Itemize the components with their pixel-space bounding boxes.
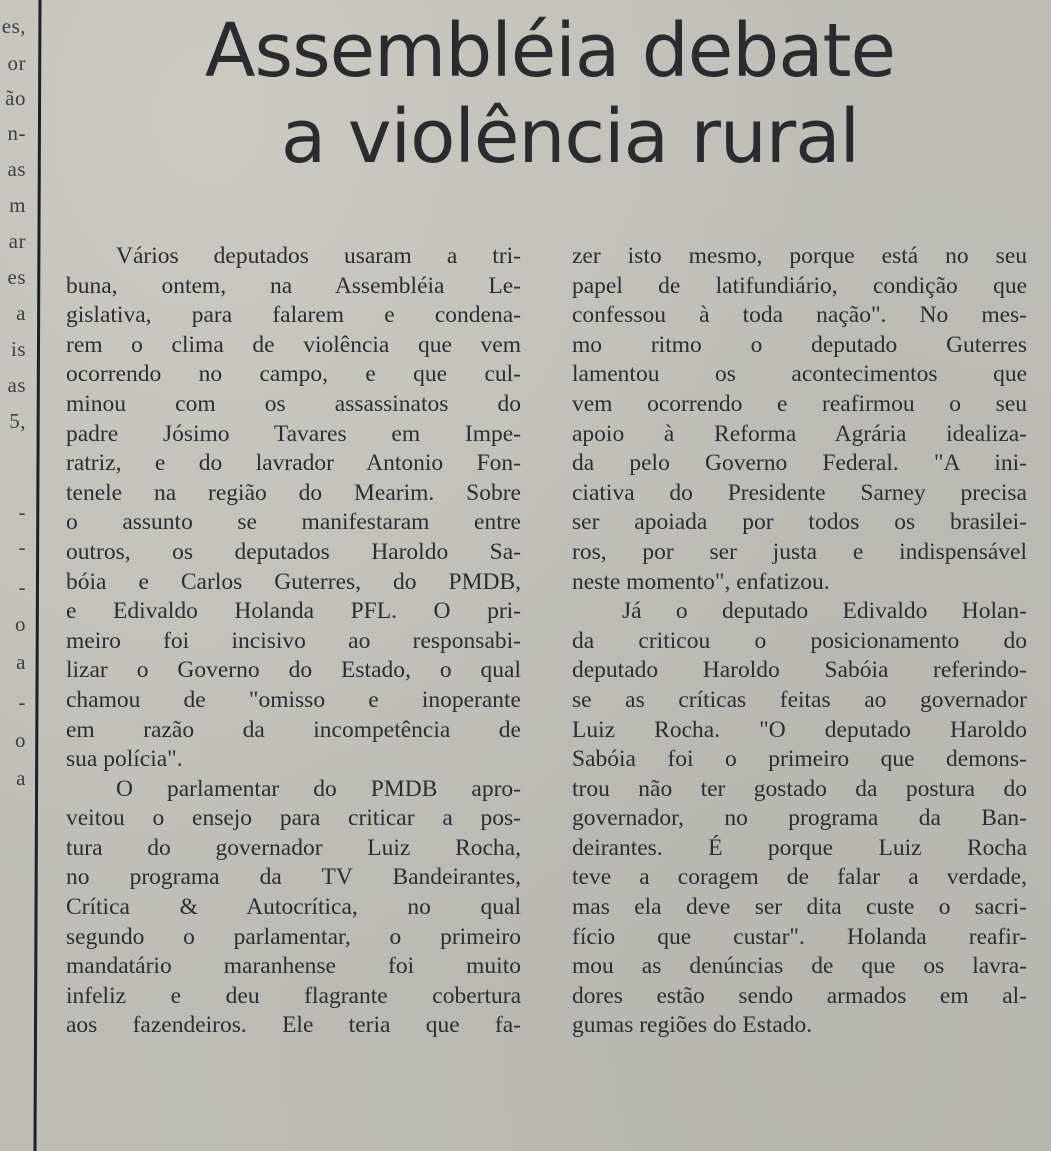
text-line: neste momento", enfatizou.: [572, 568, 830, 595]
fragment-text: -: [18, 575, 26, 599]
fragment-text: a: [16, 766, 26, 790]
fragment-text: -: [18, 535, 26, 559]
fragment-text: 5,: [9, 409, 26, 433]
text-line: meiro foi incisivo ao responsabi-: [66, 627, 521, 654]
text-line: gumas regiões do Estado.: [572, 1012, 813, 1039]
text-line: aos fazendeiros. Ele teria que fa-: [66, 1012, 521, 1039]
fragment-text: a: [16, 650, 26, 674]
fragment-text: -: [18, 500, 26, 524]
text-line: deputado Haroldo Sabóia referindo-: [572, 657, 1027, 684]
text-line: Sabóia foi o primeiro que demons-: [572, 746, 1027, 773]
text-line: O parlamentar do PMDB apro-: [116, 775, 521, 802]
text-line: segundo o parlamentar, o primeiro: [66, 923, 521, 950]
text-line: fício que custar". Holanda reafir-: [572, 923, 1027, 950]
fragment-text: or: [7, 51, 26, 75]
text-line: buna, ontem, na Assembléia Le-: [66, 272, 521, 299]
article-column-right: [572, 242, 1027, 1041]
fragment-text: o: [15, 612, 26, 636]
text-line: lamentou os acontecimentos que: [572, 361, 1027, 388]
text-line: governador, no programa da Ban-: [572, 805, 1027, 832]
text-line: mas ela deve ser dita custe o sacri-: [572, 894, 1027, 921]
text-line: bóia e Carlos Guterres, do PMDB,: [66, 568, 521, 595]
column-divider-rule: [33, 0, 41, 1151]
fragment-text: a: [16, 301, 26, 325]
text-line: lizar o Governo do Estado, o qual: [66, 657, 521, 684]
fragment-text: is: [10, 337, 26, 361]
paragraph: [572, 597, 1027, 1041]
text-line: minou com os assassinatos do: [66, 390, 521, 417]
text-line: Já o deputado Edivaldo Holan-: [622, 598, 1027, 625]
text-line: sua polícia".: [66, 746, 183, 773]
text-line: da pelo Governo Federal. "A ini-: [572, 450, 1027, 477]
text-line: gislativa, para falarem e condena-: [66, 302, 521, 329]
text-line: chamou de "omisso e inoperante: [66, 686, 521, 713]
text-line: apoio à Reforma Agrária idealiza-: [572, 420, 1027, 447]
paragraph: [572, 242, 1027, 597]
text-line: infeliz e deu flagrante cobertura: [66, 982, 521, 1009]
text-line: confessou à toda nação". No mes-: [572, 302, 1027, 329]
text-line: rem o clima de violência que vem: [66, 331, 521, 358]
previous-article-column-fragment: [0, 0, 30, 1151]
fragment-text: m: [9, 193, 26, 217]
article-column-left: [66, 242, 521, 1041]
text-line: ratriz, e do lavrador Antonio Fon-: [66, 450, 521, 477]
fragment-text: -: [18, 690, 26, 714]
fragment-text: es,: [1, 14, 26, 38]
text-line: papel de latifundiário, condição que: [572, 272, 1027, 299]
fragment-text: ão: [5, 86, 26, 110]
text-line: o assunto se manifestaram entre: [66, 509, 521, 536]
text-line: dores estão sendo armados em al-: [572, 982, 1027, 1009]
text-line: se as críticas feitas ao governador: [572, 686, 1027, 713]
fragment-text: o: [15, 728, 26, 752]
text-line: ros, por ser justa e indispensável: [572, 538, 1027, 565]
text-line: no programa da TV Bandeirantes,: [66, 864, 521, 891]
text-line: mo ritmo o deputado Guterres: [572, 331, 1027, 358]
text-line: vem ocorrendo e reafirmou o seu: [572, 390, 1027, 417]
text-line: mou as denúncias de que os lavra-: [572, 953, 1027, 980]
paragraph: [66, 242, 521, 775]
text-line: da criticou o posicionamento do: [572, 627, 1027, 654]
paragraph: [66, 775, 521, 1041]
text-line: Luiz Rocha. "O deputado Haroldo: [572, 716, 1027, 743]
text-line: deirantes. É porque Luiz Rocha: [572, 834, 1027, 861]
text-line: e Edivaldo Holanda PFL. O pri-: [66, 598, 521, 625]
text-line: trou não ter gostado da postura do: [572, 775, 1027, 802]
headline-line-2: a violência rural: [280, 94, 860, 180]
fragment-text: as: [7, 157, 26, 181]
text-line: teve a coragem de falar a verdade,: [572, 864, 1027, 891]
text-line: tenele na região do Mearim. Sobre: [66, 479, 521, 506]
text-line: Crítica & Autocrítica, no qual: [66, 894, 521, 921]
text-line: tura do governador Luiz Rocha,: [66, 834, 521, 861]
text-line: Vários deputados usaram a tri-: [116, 243, 521, 269]
text-line: outros, os deputados Haroldo Sa-: [66, 538, 521, 565]
text-line: padre Jósimo Tavares em Impe-: [66, 420, 521, 447]
text-line: ser apoiada por todos os brasilei-: [572, 509, 1027, 536]
text-line: em razão da incompetência de: [66, 716, 521, 743]
text-line: ocorrendo no campo, e que cul-: [66, 361, 521, 388]
fragment-text: es: [7, 265, 26, 289]
fragment-text: as: [7, 373, 26, 397]
text-line: ciativa do Presidente Sarney precisa: [572, 479, 1027, 506]
text-line: zer isto mesmo, porque está no seu: [572, 243, 1027, 269]
fragment-text: n-: [7, 121, 26, 145]
headline-line-1: Assembléia debate: [204, 8, 896, 94]
article-headline: [60, 8, 1020, 180]
fragment-text: ar: [8, 229, 26, 253]
text-line: mandatário maranhense foi muito: [66, 953, 521, 980]
text-line: veitou o ensejo para criticar a pos-: [66, 805, 521, 832]
